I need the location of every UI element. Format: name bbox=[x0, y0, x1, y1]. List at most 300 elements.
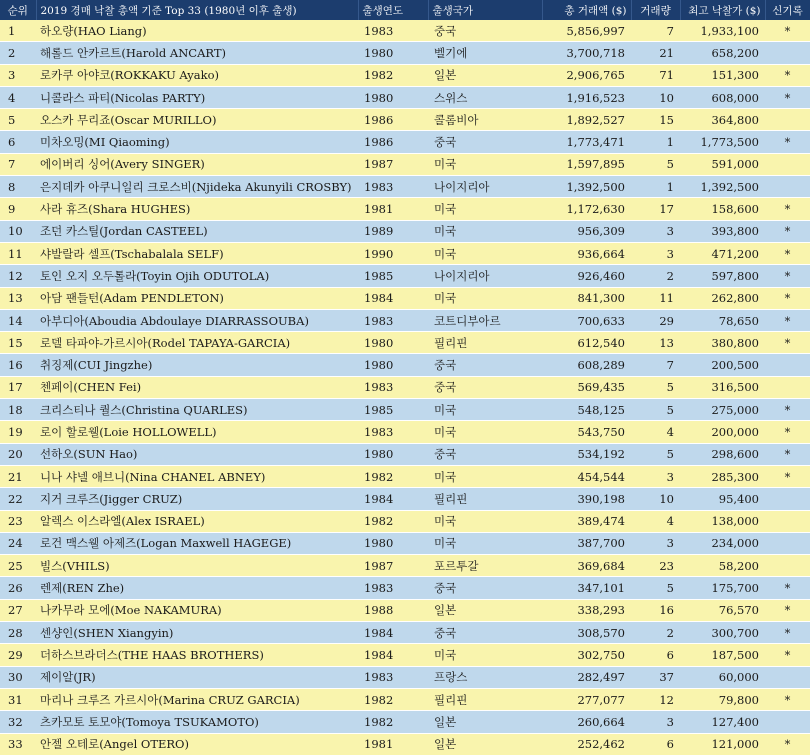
cell-rank: 20 bbox=[0, 443, 36, 465]
cell-birth-year: 1984 bbox=[358, 644, 428, 666]
cell-country: 일본 bbox=[428, 64, 542, 86]
cell-artist-name: 미차오밍(MI Qiaoming) bbox=[36, 131, 358, 153]
table-row bbox=[0, 443, 810, 465]
cell-max-price: 471,200 bbox=[680, 242, 765, 264]
header-count: 거래량 bbox=[631, 0, 680, 20]
cell-birth-year: 1989 bbox=[358, 220, 428, 242]
cell-record: * bbox=[765, 622, 810, 644]
cell-total: 308,570 bbox=[542, 622, 631, 644]
cell-count: 7 bbox=[631, 20, 680, 42]
cell-birth-year: 1982 bbox=[358, 64, 428, 86]
cell-rank: 16 bbox=[0, 354, 36, 376]
cell-artist-name: 사라 휴즈(Shara HUGHES) bbox=[36, 198, 358, 220]
cell-max-price: 127,400 bbox=[680, 711, 765, 733]
cell-artist-name: 오스카 무리죠(Oscar MURILLO) bbox=[36, 109, 358, 131]
cell-record bbox=[765, 488, 810, 510]
cell-birth-year: 1986 bbox=[358, 131, 428, 153]
cell-rank: 21 bbox=[0, 465, 36, 487]
cell-max-price: 300,700 bbox=[680, 622, 765, 644]
cell-total: 608,289 bbox=[542, 354, 631, 376]
table-row bbox=[0, 399, 810, 421]
cell-country: 나이지리아 bbox=[428, 176, 542, 198]
cell-count: 3 bbox=[631, 532, 680, 554]
table-row bbox=[0, 644, 810, 666]
cell-record bbox=[765, 376, 810, 398]
cell-country: 프랑스 bbox=[428, 666, 542, 688]
cell-artist-name: 해롤드 안카르트(Harold ANCART) bbox=[36, 42, 358, 64]
cell-rank: 13 bbox=[0, 287, 36, 309]
cell-rank: 3 bbox=[0, 64, 36, 86]
cell-artist-name: 첸페이(CHEN Fei) bbox=[36, 376, 358, 398]
cell-record: * bbox=[765, 421, 810, 443]
cell-count: 2 bbox=[631, 265, 680, 287]
cell-birth-year: 1983 bbox=[358, 666, 428, 688]
table-row bbox=[0, 242, 810, 264]
cell-max-price: 285,300 bbox=[680, 465, 765, 487]
cell-birth-year: 1987 bbox=[358, 555, 428, 577]
cell-country: 미국 bbox=[428, 153, 542, 175]
cell-total: 277,077 bbox=[542, 688, 631, 710]
cell-record bbox=[765, 42, 810, 64]
cell-rank: 10 bbox=[0, 220, 36, 242]
cell-max-price: 393,800 bbox=[680, 220, 765, 242]
cell-max-price: 60,000 bbox=[680, 666, 765, 688]
cell-country: 중국 bbox=[428, 376, 542, 398]
cell-rank: 25 bbox=[0, 555, 36, 577]
cell-count: 12 bbox=[631, 688, 680, 710]
cell-total: 612,540 bbox=[542, 332, 631, 354]
cell-record bbox=[765, 176, 810, 198]
cell-record bbox=[765, 109, 810, 131]
cell-country: 미국 bbox=[428, 532, 542, 554]
cell-rank: 15 bbox=[0, 332, 36, 354]
cell-max-price: 158,600 bbox=[680, 198, 765, 220]
cell-count: 3 bbox=[631, 242, 680, 264]
cell-rank: 2 bbox=[0, 42, 36, 64]
cell-record bbox=[765, 711, 810, 733]
cell-country: 벨기에 bbox=[428, 42, 542, 64]
table-row bbox=[0, 309, 810, 331]
table-row bbox=[0, 198, 810, 220]
table-row bbox=[0, 287, 810, 309]
cell-artist-name: 크리스티나 퀄스(Christina QUARLES) bbox=[36, 399, 358, 421]
cell-birth-year: 1980 bbox=[358, 42, 428, 64]
cell-max-price: 234,000 bbox=[680, 532, 765, 554]
cell-artist-name: 에이버리 싱어(Avery SINGER) bbox=[36, 153, 358, 175]
cell-birth-year: 1982 bbox=[358, 711, 428, 733]
cell-record: * bbox=[765, 20, 810, 42]
table-row bbox=[0, 220, 810, 242]
cell-birth-year: 1981 bbox=[358, 733, 428, 755]
cell-country: 미국 bbox=[428, 220, 542, 242]
cell-total: 569,435 bbox=[542, 376, 631, 398]
cell-artist-name: 안젤 오테로(Angel OTERO) bbox=[36, 733, 358, 755]
cell-country: 미국 bbox=[428, 465, 542, 487]
cell-count: 16 bbox=[631, 599, 680, 621]
cell-max-price: 138,000 bbox=[680, 510, 765, 532]
table-row bbox=[0, 86, 810, 108]
header-title: 2019 경매 낙찰 총액 기준 Top 33 (1980년 이후 출생) bbox=[36, 0, 358, 20]
cell-max-price: 76,570 bbox=[680, 599, 765, 621]
table-row bbox=[0, 666, 810, 688]
cell-rank: 30 bbox=[0, 666, 36, 688]
cell-artist-name: 하오량(HAO Liang) bbox=[36, 20, 358, 42]
cell-record: * bbox=[765, 644, 810, 666]
cell-record: * bbox=[765, 131, 810, 153]
cell-max-price: 597,800 bbox=[680, 265, 765, 287]
cell-rank: 26 bbox=[0, 577, 36, 599]
cell-birth-year: 1987 bbox=[358, 153, 428, 175]
cell-artist-name: 샤발랄라 셀프(Tschabalala SELF) bbox=[36, 242, 358, 264]
cell-artist-name: 제이알(JR) bbox=[36, 666, 358, 688]
cell-artist-name: 더하스브라더스(THE HAAS BROTHERS) bbox=[36, 644, 358, 666]
cell-country: 포르투갈 bbox=[428, 555, 542, 577]
cell-country: 일본 bbox=[428, 599, 542, 621]
cell-count: 29 bbox=[631, 309, 680, 331]
cell-record: * bbox=[765, 465, 810, 487]
table-row bbox=[0, 265, 810, 287]
cell-max-price: 175,700 bbox=[680, 577, 765, 599]
cell-count: 4 bbox=[631, 421, 680, 443]
cell-country: 일본 bbox=[428, 711, 542, 733]
cell-artist-name: 마리나 크루즈 가르시아(Marina CRUZ GARCIA) bbox=[36, 688, 358, 710]
cell-max-price: 187,500 bbox=[680, 644, 765, 666]
cell-record bbox=[765, 354, 810, 376]
cell-country: 스위스 bbox=[428, 86, 542, 108]
table-row bbox=[0, 599, 810, 621]
cell-total: 252,462 bbox=[542, 733, 631, 755]
cell-country: 미국 bbox=[428, 421, 542, 443]
cell-rank: 24 bbox=[0, 532, 36, 554]
cell-rank: 1 bbox=[0, 20, 36, 42]
cell-total: 1,392,500 bbox=[542, 176, 631, 198]
table-row bbox=[0, 64, 810, 86]
cell-country: 중국 bbox=[428, 622, 542, 644]
cell-record bbox=[765, 510, 810, 532]
cell-artist-name: 로건 맥스웰 아제즈(Logan Maxwell HAGEGE) bbox=[36, 532, 358, 554]
cell-birth-year: 1983 bbox=[358, 20, 428, 42]
cell-rank: 33 bbox=[0, 733, 36, 755]
cell-count: 15 bbox=[631, 109, 680, 131]
table-row bbox=[0, 688, 810, 710]
cell-total: 534,192 bbox=[542, 443, 631, 465]
cell-record: * bbox=[765, 86, 810, 108]
cell-birth-year: 1986 bbox=[358, 109, 428, 131]
cell-record bbox=[765, 532, 810, 554]
cell-rank: 31 bbox=[0, 688, 36, 710]
cell-record: * bbox=[765, 733, 810, 755]
cell-count: 4 bbox=[631, 510, 680, 532]
cell-total: 260,664 bbox=[542, 711, 631, 733]
cell-max-price: 79,800 bbox=[680, 688, 765, 710]
cell-birth-year: 1980 bbox=[358, 86, 428, 108]
cell-count: 5 bbox=[631, 399, 680, 421]
cell-country: 미국 bbox=[428, 198, 542, 220]
cell-rank: 11 bbox=[0, 242, 36, 264]
cell-country: 중국 bbox=[428, 20, 542, 42]
cell-total: 1,773,471 bbox=[542, 131, 631, 153]
cell-total: 369,684 bbox=[542, 555, 631, 577]
cell-count: 5 bbox=[631, 153, 680, 175]
cell-artist-name: 센샹인(SHEN Xiangyin) bbox=[36, 622, 358, 644]
cell-max-price: 316,500 bbox=[680, 376, 765, 398]
header-record: 신기록 bbox=[765, 0, 810, 20]
cell-count: 2 bbox=[631, 622, 680, 644]
cell-country: 코트디부아르 bbox=[428, 309, 542, 331]
cell-artist-name: 나카무라 모에(Moe NAKAMURA) bbox=[36, 599, 358, 621]
table-row bbox=[0, 376, 810, 398]
cell-total: 956,309 bbox=[542, 220, 631, 242]
cell-artist-name: 은지데카 아쿠니일리 크로스비(Njideka Akunyili CROSBY) bbox=[36, 176, 358, 198]
cell-total: 338,293 bbox=[542, 599, 631, 621]
table-row bbox=[0, 20, 810, 42]
cell-count: 3 bbox=[631, 465, 680, 487]
cell-country: 중국 bbox=[428, 443, 542, 465]
cell-rank: 7 bbox=[0, 153, 36, 175]
cell-country: 미국 bbox=[428, 242, 542, 264]
cell-count: 7 bbox=[631, 354, 680, 376]
cell-total: 1,172,630 bbox=[542, 198, 631, 220]
cell-max-price: 1,933,100 bbox=[680, 20, 765, 42]
cell-record bbox=[765, 153, 810, 175]
cell-country: 필리핀 bbox=[428, 332, 542, 354]
cell-record: * bbox=[765, 399, 810, 421]
cell-total: 841,300 bbox=[542, 287, 631, 309]
cell-birth-year: 1983 bbox=[358, 176, 428, 198]
cell-count: 13 bbox=[631, 332, 680, 354]
cell-record: * bbox=[765, 688, 810, 710]
table-row bbox=[0, 555, 810, 577]
cell-record: * bbox=[765, 64, 810, 86]
cell-birth-year: 1980 bbox=[358, 332, 428, 354]
table-row bbox=[0, 131, 810, 153]
cell-country: 미국 bbox=[428, 287, 542, 309]
cell-count: 23 bbox=[631, 555, 680, 577]
cell-rank: 32 bbox=[0, 711, 36, 733]
cell-country: 콜롬비아 bbox=[428, 109, 542, 131]
cell-birth-year: 1980 bbox=[358, 532, 428, 554]
cell-record: * bbox=[765, 332, 810, 354]
cell-rank: 29 bbox=[0, 644, 36, 666]
cell-birth-year: 1988 bbox=[358, 599, 428, 621]
cell-birth-year: 1983 bbox=[358, 309, 428, 331]
cell-total: 387,700 bbox=[542, 532, 631, 554]
cell-max-price: 658,200 bbox=[680, 42, 765, 64]
cell-birth-year: 1985 bbox=[358, 399, 428, 421]
cell-count: 1 bbox=[631, 131, 680, 153]
cell-country: 나이지리아 bbox=[428, 265, 542, 287]
cell-count: 3 bbox=[631, 220, 680, 242]
cell-record bbox=[765, 666, 810, 688]
table-row bbox=[0, 711, 810, 733]
cell-country: 미국 bbox=[428, 510, 542, 532]
cell-rank: 5 bbox=[0, 109, 36, 131]
cell-birth-year: 1984 bbox=[358, 287, 428, 309]
cell-total: 926,460 bbox=[542, 265, 631, 287]
cell-max-price: 1,392,500 bbox=[680, 176, 765, 198]
cell-count: 6 bbox=[631, 644, 680, 666]
cell-record: * bbox=[765, 309, 810, 331]
cell-max-price: 591,000 bbox=[680, 153, 765, 175]
cell-artist-name: 로카쿠 아야코(ROKKAKU Ayako) bbox=[36, 64, 358, 86]
cell-rank: 28 bbox=[0, 622, 36, 644]
cell-artist-name: 취징제(CUI Jingzhe) bbox=[36, 354, 358, 376]
cell-birth-year: 1990 bbox=[358, 242, 428, 264]
cell-birth-year: 1983 bbox=[358, 376, 428, 398]
cell-max-price: 1,773,500 bbox=[680, 131, 765, 153]
cell-country: 중국 bbox=[428, 354, 542, 376]
cell-total: 548,125 bbox=[542, 399, 631, 421]
table-row bbox=[0, 532, 810, 554]
cell-birth-year: 1980 bbox=[358, 443, 428, 465]
header-max: 최고 낙찰가 ($) bbox=[680, 0, 765, 20]
cell-artist-name: 렌제(REN Zhe) bbox=[36, 577, 358, 599]
cell-total: 3,700,718 bbox=[542, 42, 631, 64]
cell-max-price: 608,000 bbox=[680, 86, 765, 108]
table-row bbox=[0, 421, 810, 443]
cell-record bbox=[765, 555, 810, 577]
cell-total: 2,906,765 bbox=[542, 64, 631, 86]
cell-total: 1,916,523 bbox=[542, 86, 631, 108]
table-row bbox=[0, 510, 810, 532]
cell-max-price: 58,200 bbox=[680, 555, 765, 577]
cell-record: * bbox=[765, 287, 810, 309]
cell-total: 454,544 bbox=[542, 465, 631, 487]
cell-max-price: 298,600 bbox=[680, 443, 765, 465]
cell-country: 필리핀 bbox=[428, 688, 542, 710]
cell-artist-name: 조던 카스틸(Jordan CASTEEL) bbox=[36, 220, 358, 242]
cell-artist-name: 니콜라스 파티(Nicolas PARTY) bbox=[36, 86, 358, 108]
cell-count: 21 bbox=[631, 42, 680, 64]
cell-artist-name: 아부디아(Aboudia Abdoulaye DIARRASSOUBA) bbox=[36, 309, 358, 331]
cell-max-price: 151,300 bbox=[680, 64, 765, 86]
cell-max-price: 200,500 bbox=[680, 354, 765, 376]
cell-rank: 9 bbox=[0, 198, 36, 220]
cell-artist-name: 알렉스 이스라엘(Alex ISRAEL) bbox=[36, 510, 358, 532]
cell-total: 390,198 bbox=[542, 488, 631, 510]
cell-max-price: 364,800 bbox=[680, 109, 765, 131]
table-row bbox=[0, 153, 810, 175]
cell-record: * bbox=[765, 577, 810, 599]
cell-count: 17 bbox=[631, 198, 680, 220]
header-birth-year: 출생연도 bbox=[358, 0, 428, 20]
cell-total: 1,892,527 bbox=[542, 109, 631, 131]
table-row bbox=[0, 176, 810, 198]
cell-artist-name: 로이 할로웰(Loie HOLLOWELL) bbox=[36, 421, 358, 443]
cell-birth-year: 1984 bbox=[358, 488, 428, 510]
cell-count: 3 bbox=[631, 711, 680, 733]
cell-count: 37 bbox=[631, 666, 680, 688]
cell-rank: 18 bbox=[0, 399, 36, 421]
table-row bbox=[0, 332, 810, 354]
table-row bbox=[0, 109, 810, 131]
cell-count: 71 bbox=[631, 64, 680, 86]
cell-birth-year: 1980 bbox=[358, 354, 428, 376]
cell-total: 543,750 bbox=[542, 421, 631, 443]
cell-artist-name: 니나 샤넬 애브니(Nina CHANEL ABNEY) bbox=[36, 465, 358, 487]
cell-total: 282,497 bbox=[542, 666, 631, 688]
cell-birth-year: 1985 bbox=[358, 265, 428, 287]
table-row bbox=[0, 42, 810, 64]
cell-country: 중국 bbox=[428, 577, 542, 599]
cell-count: 11 bbox=[631, 287, 680, 309]
cell-artist-name: 로델 타파야-가르시아(Rodel TAPAYA-GARCIA) bbox=[36, 332, 358, 354]
cell-max-price: 262,800 bbox=[680, 287, 765, 309]
table-row bbox=[0, 354, 810, 376]
cell-total: 347,101 bbox=[542, 577, 631, 599]
cell-artist-name: 아담 팬들턴(Adam PENDLETON) bbox=[36, 287, 358, 309]
cell-record: * bbox=[765, 265, 810, 287]
cell-artist-name: 츠카모토 토모야(Tomoya TSUKAMOTO) bbox=[36, 711, 358, 733]
cell-birth-year: 1983 bbox=[358, 577, 428, 599]
cell-artist-name: 선하오(SUN Hao) bbox=[36, 443, 358, 465]
cell-count: 5 bbox=[631, 577, 680, 599]
cell-record: * bbox=[765, 242, 810, 264]
header-total: 총 거래액 ($) bbox=[542, 0, 631, 20]
cell-count: 6 bbox=[631, 733, 680, 755]
cell-record: * bbox=[765, 198, 810, 220]
table-row bbox=[0, 488, 810, 510]
cell-rank: 12 bbox=[0, 265, 36, 287]
cell-record: * bbox=[765, 599, 810, 621]
cell-rank: 23 bbox=[0, 510, 36, 532]
cell-total: 302,750 bbox=[542, 644, 631, 666]
cell-count: 5 bbox=[631, 376, 680, 398]
table-row bbox=[0, 733, 810, 755]
cell-max-price: 95,400 bbox=[680, 488, 765, 510]
cell-total: 5,856,997 bbox=[542, 20, 631, 42]
cell-rank: 8 bbox=[0, 176, 36, 198]
cell-max-price: 380,800 bbox=[680, 332, 765, 354]
table-row bbox=[0, 622, 810, 644]
cell-birth-year: 1984 bbox=[358, 622, 428, 644]
header-rank: 순위 bbox=[0, 0, 36, 20]
cell-country: 중국 bbox=[428, 131, 542, 153]
cell-max-price: 275,000 bbox=[680, 399, 765, 421]
cell-count: 10 bbox=[631, 488, 680, 510]
cell-rank: 6 bbox=[0, 131, 36, 153]
cell-max-price: 78,650 bbox=[680, 309, 765, 331]
cell-birth-year: 1982 bbox=[358, 465, 428, 487]
cell-rank: 22 bbox=[0, 488, 36, 510]
cell-count: 1 bbox=[631, 176, 680, 198]
cell-country: 미국 bbox=[428, 399, 542, 421]
cell-rank: 17 bbox=[0, 376, 36, 398]
table-row bbox=[0, 465, 810, 487]
cell-birth-year: 1981 bbox=[358, 198, 428, 220]
table-row bbox=[0, 577, 810, 599]
cell-artist-name: 지거 크루즈(Jigger CRUZ) bbox=[36, 488, 358, 510]
cell-rank: 4 bbox=[0, 86, 36, 108]
cell-count: 10 bbox=[631, 86, 680, 108]
cell-count: 5 bbox=[631, 443, 680, 465]
cell-birth-year: 1982 bbox=[358, 688, 428, 710]
cell-country: 일본 bbox=[428, 733, 542, 755]
cell-max-price: 121,000 bbox=[680, 733, 765, 755]
cell-country: 필리핀 bbox=[428, 488, 542, 510]
cell-rank: 19 bbox=[0, 421, 36, 443]
cell-total: 700,633 bbox=[542, 309, 631, 331]
cell-record: * bbox=[765, 443, 810, 465]
header-country: 출생국가 bbox=[428, 0, 542, 20]
cell-birth-year: 1982 bbox=[358, 510, 428, 532]
cell-country: 미국 bbox=[428, 644, 542, 666]
cell-artist-name: 토인 오지 오두톨라(Toyin Ojih ODUTOLA) bbox=[36, 265, 358, 287]
cell-artist-name: 빌스(VHILS) bbox=[36, 555, 358, 577]
cell-rank: 14 bbox=[0, 309, 36, 331]
cell-total: 389,474 bbox=[542, 510, 631, 532]
cell-max-price: 200,000 bbox=[680, 421, 765, 443]
